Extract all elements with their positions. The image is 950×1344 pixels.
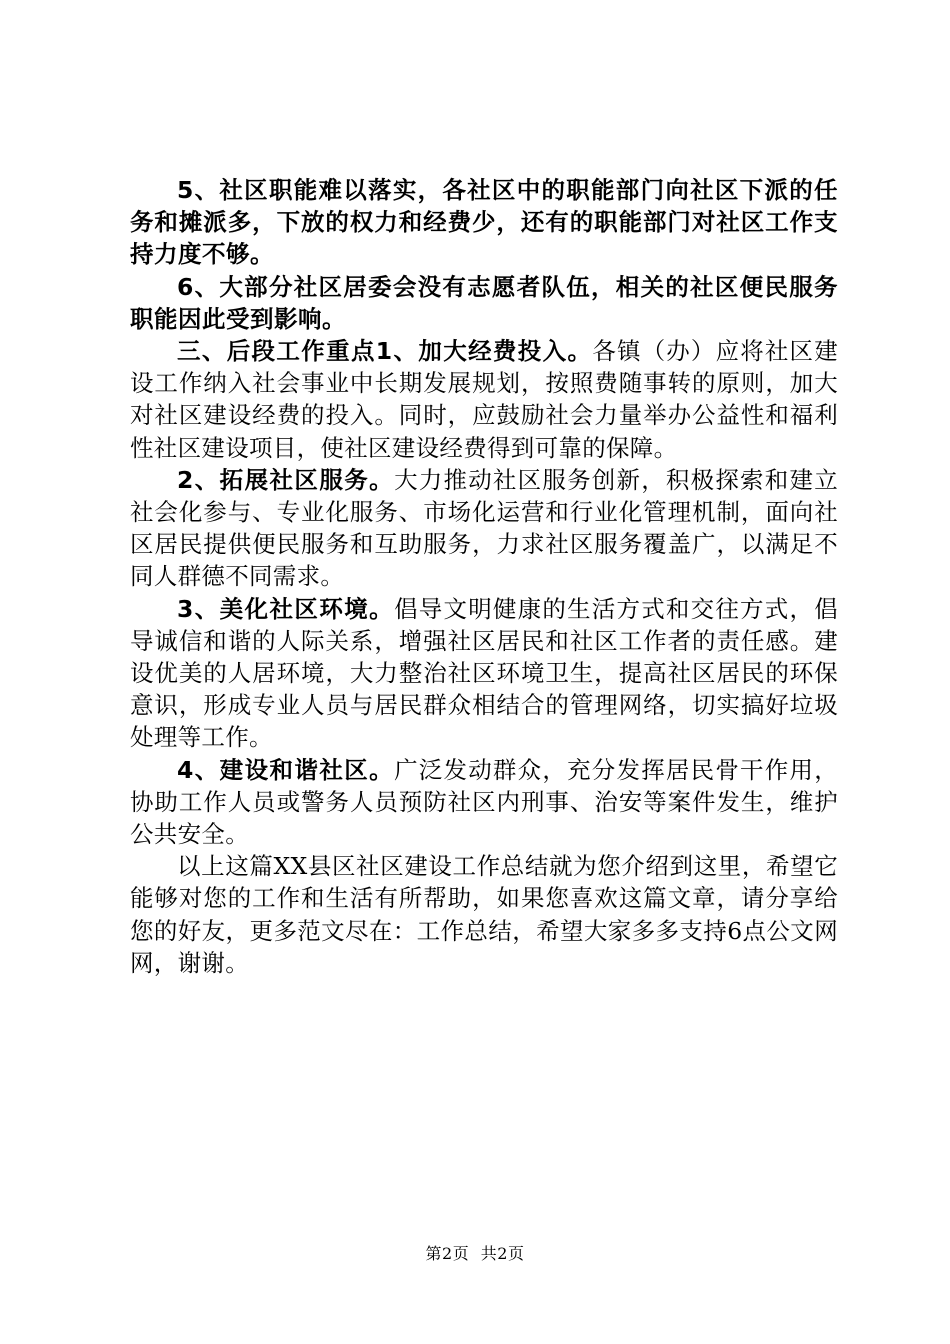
paragraph-closing: [130, 850, 838, 979]
paragraph-text: 6、大部分社区居委会没有志愿者队伍，相关的社区便民服务职能因此受到影响。: [130, 272, 838, 333]
page-footer: [0, 1244, 950, 1264]
paragraph-item-5: [130, 174, 838, 271]
paragraph-text: 各镇（办）应将社区建设工作纳入社会事业中长期发展规划，按照费随事转的原则，加大对社区建设经费的投入。同时，应鼓励社会力量举办公益性和福利性社区建设项目，使社区建设经费得到可靠的保障。: [130, 337, 838, 462]
paragraph-environment: [130, 593, 838, 754]
paragraph-lead: 2、拓展社区服务。: [177, 465, 395, 494]
paragraph-item-6: [130, 271, 838, 335]
paragraph-text: 大力推动社区服务创新，积极探索和建立社会化参与、专业化服务、市场化运营和行业化管理机制，面向社区居民提供便民服务和互助服务，力求社区服务覆盖广，以满足不同人群德不同需求。: [130, 465, 838, 591]
paragraph-harmony: [130, 754, 838, 851]
paragraph-text: 以上这篇XX县区社区建设工作总结就为您介绍到这里，希望它能够对您的工作和生活有所帮助，如果您喜欢这篇文章，请分享给您的好友，更多范文尽在：工作总结，希望大家多多支持6点公文网网，谢谢。: [130, 852, 838, 977]
paragraph-text: 广泛发动群众，充分发挥居民骨干作用，协助工作人员或警务人员预防社区内刑事、治安等案件发生，维护公共安全。: [130, 755, 838, 849]
paragraph-lead: 4、建设和谐社区。: [177, 755, 395, 784]
paragraph-funding: [130, 335, 838, 464]
page-number: 第2页 共2页: [425, 1244, 525, 1263]
paragraph-text: 5、社区职能难以落实，各社区中的职能部门向社区下派的任务和摊派多，下放的权力和经费少，还有的职能部门对社区工作支持力度不够。: [130, 176, 838, 269]
paragraph-lead: 3、美化社区环境。: [177, 594, 395, 623]
paragraph-services: [130, 464, 838, 593]
document-body: [130, 174, 838, 979]
paragraph-text: 倡导文明健康的生活方式和交往方式，倡导诚信和谐的人际关系，增强社区居民和社区工作者的责任感。建设优美的人居环境，大力整治社区环境卫生，提高社区居民的环保意识，形成专业人员与居民群众相结合的管理网络，切实搞好垃圾处理等工作。: [130, 594, 838, 752]
section-heading: 三、后段工作重点1、加大经费投入。: [177, 337, 593, 366]
